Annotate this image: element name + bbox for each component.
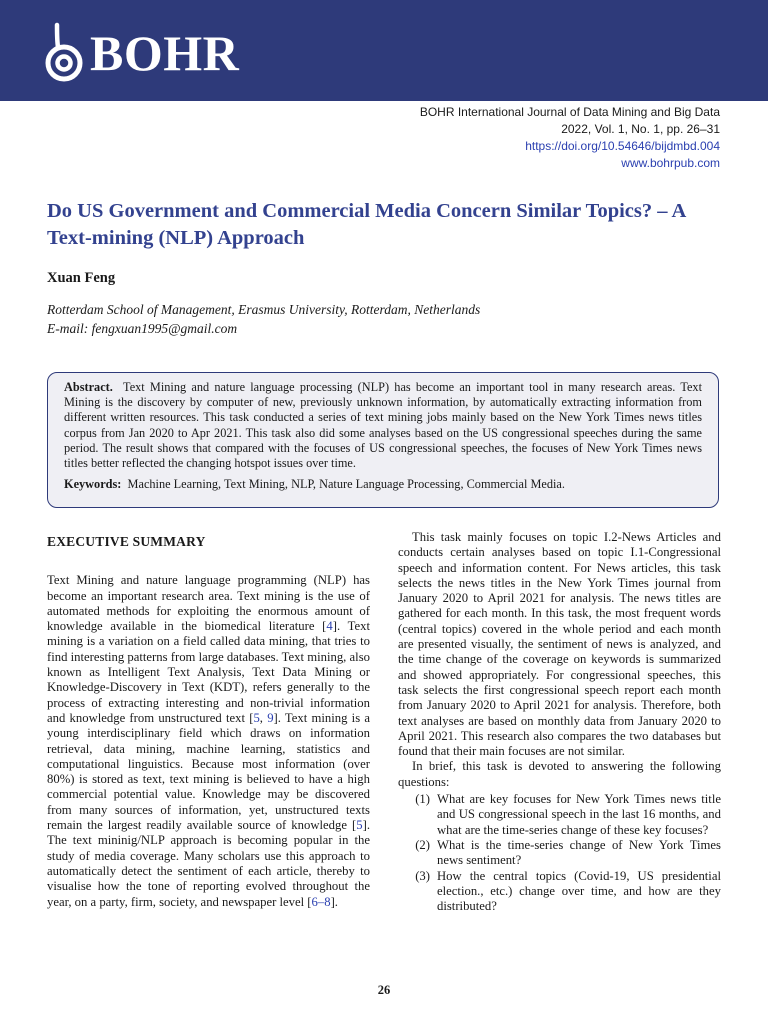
citation-link[interactable]: 5: [253, 710, 260, 725]
text-segment: ]. Text mining is a variation on a field called data mining, that tries to find interesting patterns from large databases. Text mining, also known as Intelligent Text Analysis, Text Data Mining or Knowledge-Discovery in Text (KDT), refers generally to the process of extracting interesting and non-trivial information and knowledge from unstructured text [: [47, 619, 370, 725]
paper-title: Do US Government and Commercial Media Concern Similar Topics? – A Text-mining (NLP) Approach: [47, 200, 686, 249]
keywords-text: Machine Learning, Text Mining, NLP, Nature Language Processing, Commercial Media.: [127, 477, 565, 492]
right-column: [398, 530, 721, 914]
section-heading-executive-summary: EXECUTIVE SUMMARY: [47, 534, 206, 549]
list-item-text: What are key focuses for New York Times news title and US congressional speech in the last 16 months, and what are the time-series change of these key focuses?: [437, 792, 721, 837]
logo-text: BOHR: [90, 25, 240, 81]
body-paragraph: This task mainly focuses on topic I.2-News Articles and conducts certain analyses based on topic I.1-Congressional speech and information content. For News articles, this task selects the news titles in the New York Times journal from January 2020 to April 2021 for analysis. The news titles are gathered for each month. In this task, the most frequent words (central topics) covered in the whole period and each month are presented visually, the sentiment of news is analyzed, and the time change of the coverage on keywords is summarized and showed appropriately. For congressional speeches, this task selects the first congressional speech report each month from January 2020 to April 2021 for analysis. Therefore, both text analyses are based on monthly data from January 2020 to April 2021. This research also compares the two databases but found that their main focuses are not similar.: [398, 530, 721, 759]
text-segment: ]. The text mininig/NLP approach is becoming popular in the study of media coverage. Many scholars use this approach to automatically detect the sentiment of each article, thereby to visualise how the tone of reporting evolved throughout the year, on a party, firm, society, and newspaper level [: [47, 818, 370, 909]
executive-summary-paragraph: [47, 573, 370, 910]
citation-link[interactable]: 6–8: [311, 894, 331, 909]
bohr-logo[interactable]: [44, 20, 239, 86]
citation-link[interactable]: 9: [267, 710, 274, 725]
text-segment: Text Mining and nature language programming (NLP) has become an important research area. Text mining is the use of automated methods for exploiting the enormous amount of knowledge available in the biomedical literature [: [47, 573, 370, 634]
list-item-number: (3): [415, 868, 430, 883]
list-item: [398, 792, 721, 838]
list-item: [398, 869, 721, 915]
text-segment: ,: [259, 710, 268, 725]
header-banner: [0, 0, 768, 101]
citation-link[interactable]: 4: [326, 619, 333, 634]
bohr-logo-icon: [44, 21, 84, 85]
questions-list: [398, 792, 721, 914]
list-item: [398, 838, 721, 869]
affiliation: Rotterdam School of Management, Erasmus University, Rotterdam, Netherlands: [47, 302, 481, 317]
abstract-box: [47, 372, 719, 508]
citation-link[interactable]: 5: [356, 818, 363, 833]
body-paragraph: In brief, this task is devoted to answering the following questions:: [398, 759, 721, 789]
abstract-label: Abstract.: [64, 380, 113, 394]
author-email: E-mail: fengxuan1995@gmail.com: [47, 321, 238, 336]
keywords-label: Keywords:: [64, 477, 122, 492]
list-item-number: (1): [415, 792, 430, 807]
journal-citation: 2022, Vol. 1, No. 1, pp. 26–31: [561, 122, 720, 136]
website-link[interactable]: www.bohrpub.com: [621, 156, 720, 170]
abstract-paragraph: [64, 380, 702, 471]
list-item-number: (2): [415, 837, 430, 852]
author-affiliation-block: [47, 300, 480, 338]
text-segment: ]. Text mining is a young interdisciplinary field which draws on information retrieval, data mining, machine learning, statistics and computational linguistics. Because most information (over 80%) is stored as text, text mining is believed to have a high commercial potential value. Knowledge may be discovered from many sources of information, yet, unstructured texts remain the largest readily available source of knowledge [: [47, 710, 370, 833]
left-column: [47, 530, 370, 910]
keywords-paragraph: [64, 477, 702, 492]
abstract-text: Text Mining and nature language processing (NLP) has become an important tool in many research areas. Text Mining is the discovery by computer of new, previously unknown information, by automatically extracting information from different written resources. This task conducted a series of text mining jobs mainly based on the New York Times news titles corpus from Jan 2020 to Apr 2021. This task also did some analyses based on the US congressional speeches during the same period. The result shows that compared with the focuses of US congressional speeches, the focuses of New York Times news titles better reflected the changing hotspot issues over time.: [64, 380, 702, 471]
journal-name: BOHR International Journal of Data Mining and Big Data: [419, 105, 720, 119]
page-number: 26: [377, 983, 391, 997]
list-item-text: How the central topics (Covid-19, US presidential election., etc.) change over time, and how are they distributed?: [437, 868, 721, 914]
journal-info: [420, 104, 720, 172]
list-item-text: What is the time-series change of New York Times news sentiment?: [437, 837, 721, 868]
author-name: Xuan Feng: [47, 270, 116, 286]
doi-link[interactable]: https://doi.org/10.54646/bijdmbd.004: [525, 139, 720, 153]
text-segment: ].: [330, 894, 338, 909]
